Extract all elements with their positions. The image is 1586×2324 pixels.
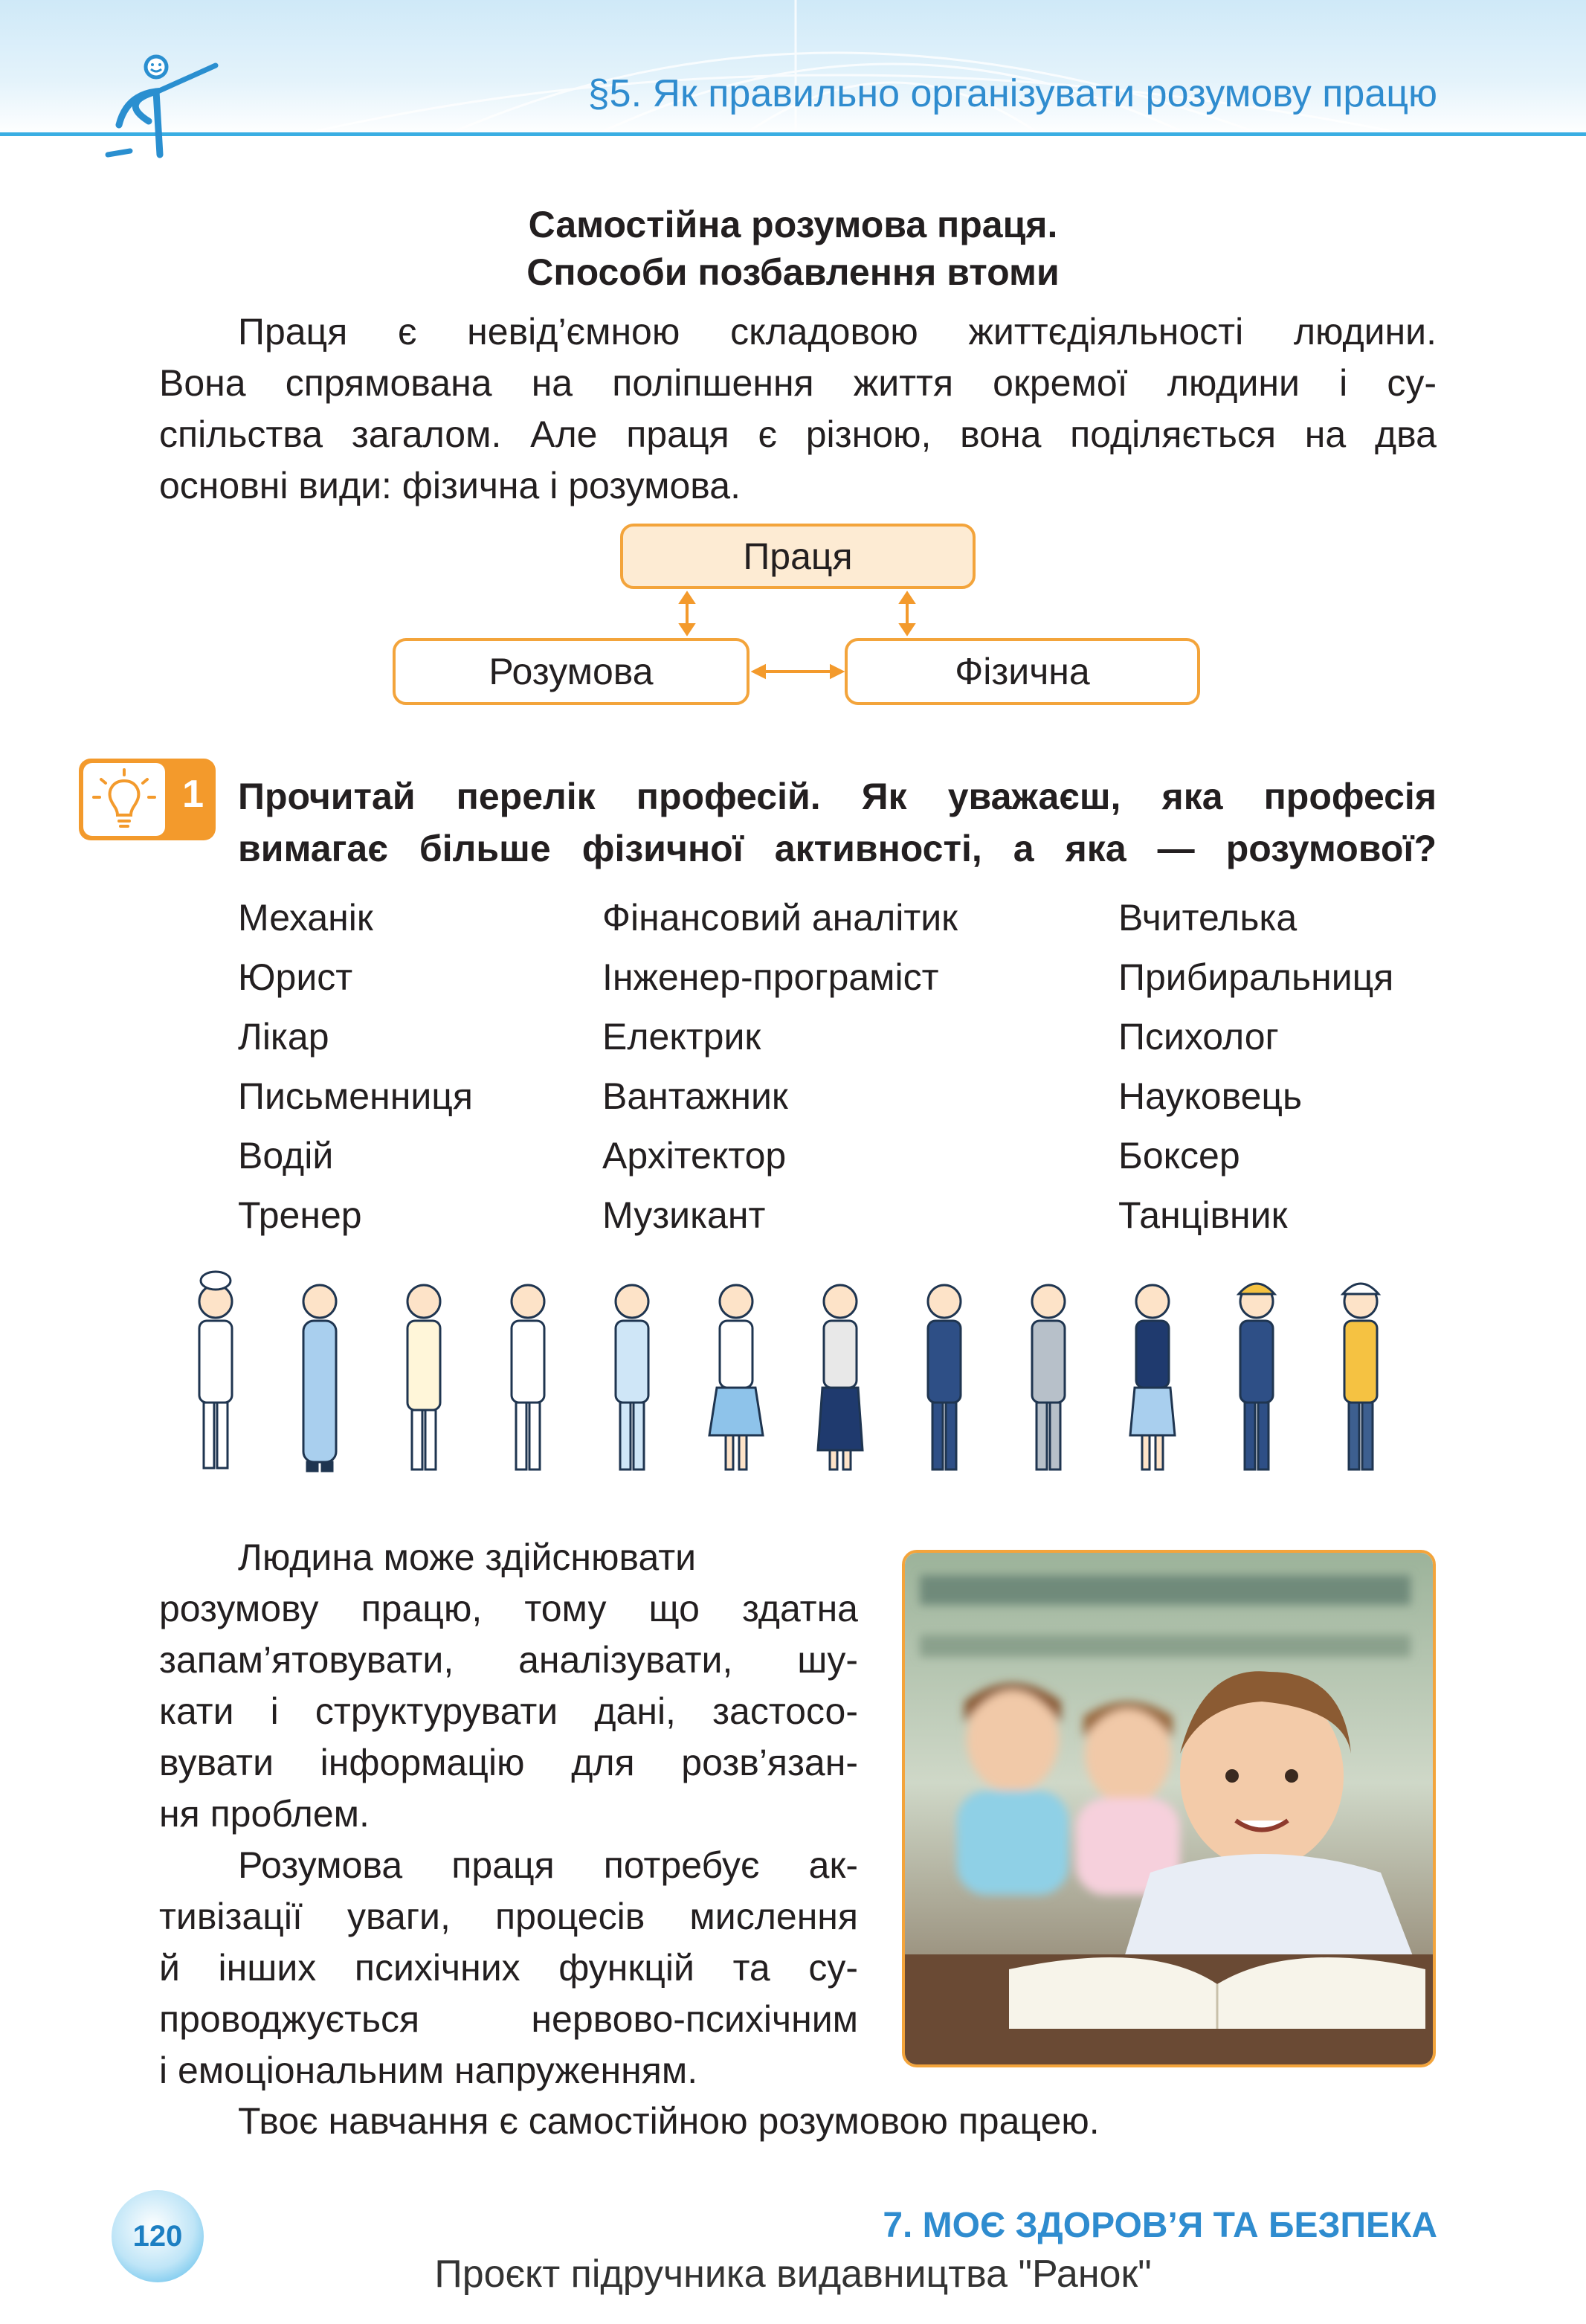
intro-line: основні види: фізична і розумова. — [159, 465, 741, 506]
profession-item: Музикант — [602, 1194, 766, 1236]
profession-item: Прибиральниця — [1118, 956, 1394, 998]
profession-item: Водій — [238, 1135, 334, 1177]
profession-item: Лікар — [238, 1016, 329, 1058]
paragraph-line: ня проблем. — [159, 1793, 370, 1835]
paragraph-line: й інших психічних функцій та су- — [159, 1947, 858, 1989]
person-figure — [407, 1285, 440, 1470]
intro-line: спільства загалом. Але праця є різною, вона поділяється на два — [159, 413, 1437, 455]
profession-item: Вантажник — [602, 1075, 788, 1117]
page-header-title: §5. Як правильно організувати розумову працю — [587, 72, 1437, 115]
classroom-photo — [902, 1550, 1436, 2067]
profession-column-2 — [602, 888, 958, 1245]
profession-item: Вчителька — [1118, 897, 1298, 939]
page-number: 120 — [112, 2190, 204, 2282]
paragraph-line: Розумова праця потребує ак- — [238, 1844, 858, 1886]
person-figure — [1032, 1285, 1065, 1470]
section-title-line1: Самостійна розумова праця. — [528, 204, 1058, 245]
diagram-box-physical: Фізична — [845, 638, 1200, 705]
lightbulb-icon — [83, 763, 165, 836]
profession-item: Науковець — [1118, 1075, 1303, 1117]
profession-item: Архітектор — [602, 1135, 787, 1177]
profession-column-3 — [1118, 888, 1393, 1245]
footer-text: Проєкт підручника видавництва "Ранок" — [434, 2253, 1152, 2296]
ya-logo-icon — [104, 51, 223, 162]
task-badge — [79, 759, 216, 840]
profession-item: Інженер-програміст — [602, 956, 939, 998]
task-line: вимагає більше фізичної активності, а яка — розумової? — [238, 828, 1437, 869]
profession-item: Фінансовий аналітик — [602, 897, 958, 939]
person-figure — [1239, 1284, 1274, 1470]
person-figure — [818, 1285, 863, 1470]
person-figure — [709, 1285, 763, 1470]
person-figure — [1130, 1285, 1175, 1470]
person-figure — [616, 1285, 648, 1470]
profession-item: Механік — [238, 897, 373, 939]
intro-line: Вона спрямована на поліпшення життя окремої людини і су- — [159, 362, 1437, 404]
paragraph-line: вувати інформацію для розв’язан- — [159, 1742, 858, 1783]
profession-column-1 — [238, 888, 473, 1245]
paragraph-line: кати і структурувати дані, застосо- — [159, 1690, 858, 1732]
person-figure — [303, 1285, 336, 1471]
arrow-vertical-icon — [0, 588, 1586, 647]
arrow-horizontal-icon — [751, 660, 845, 683]
intro-paragraph — [159, 306, 1437, 512]
chapter-title: 7. МОЄ ЗДОРОВ’Я ТА БЕЗПЕКА — [883, 2206, 1437, 2245]
section-title-line2: Способи позбавлення втоми — [526, 251, 1060, 293]
task-line: Прочитай перелік професій. Як уважаєш, яка професія — [238, 776, 1437, 817]
paragraph-line: Людина може здійснювати — [238, 1536, 697, 1578]
profession-item: Електрик — [602, 1016, 761, 1058]
paragraph-line: проводжується нервово-психічним — [159, 1998, 858, 2040]
intro-line: Праця є невід’ємною складовою життєдіяльності людини. — [238, 311, 1437, 353]
profession-item: Юрист — [238, 956, 353, 998]
paragraph-line: тивізації уваги, процесів мислення — [159, 1896, 858, 1937]
professions-illustration — [171, 1264, 1435, 1480]
profession-item: Психолог — [1118, 1016, 1279, 1058]
profession-item: Тренер — [238, 1194, 362, 1236]
paragraph-line: запам’ятовувати, аналізувати, шу- — [159, 1639, 858, 1681]
person-figure — [199, 1272, 232, 1468]
paragraph-summary: Твоє навчання є самостійною розумовою працею. — [238, 2100, 1100, 2142]
diagram-box-work: Праця — [620, 524, 976, 589]
diagram-box-mental: Розумова — [393, 638, 750, 705]
profession-item: Танцівник — [1118, 1194, 1288, 1236]
task-number: 1 — [182, 773, 204, 816]
profession-item: Письменниця — [238, 1075, 473, 1117]
person-figure — [1343, 1284, 1379, 1470]
paragraph-line: і емоціональним напруженням. — [159, 2050, 698, 2091]
person-figure — [928, 1285, 961, 1470]
header-line — [0, 132, 1586, 136]
person-figure — [512, 1285, 544, 1470]
paragraph-mental-work — [159, 1532, 858, 2096]
paragraph-line: розумову працю, тому що здатна — [159, 1588, 858, 1629]
profession-item: Боксер — [1118, 1135, 1240, 1177]
task-text — [238, 770, 1437, 875]
